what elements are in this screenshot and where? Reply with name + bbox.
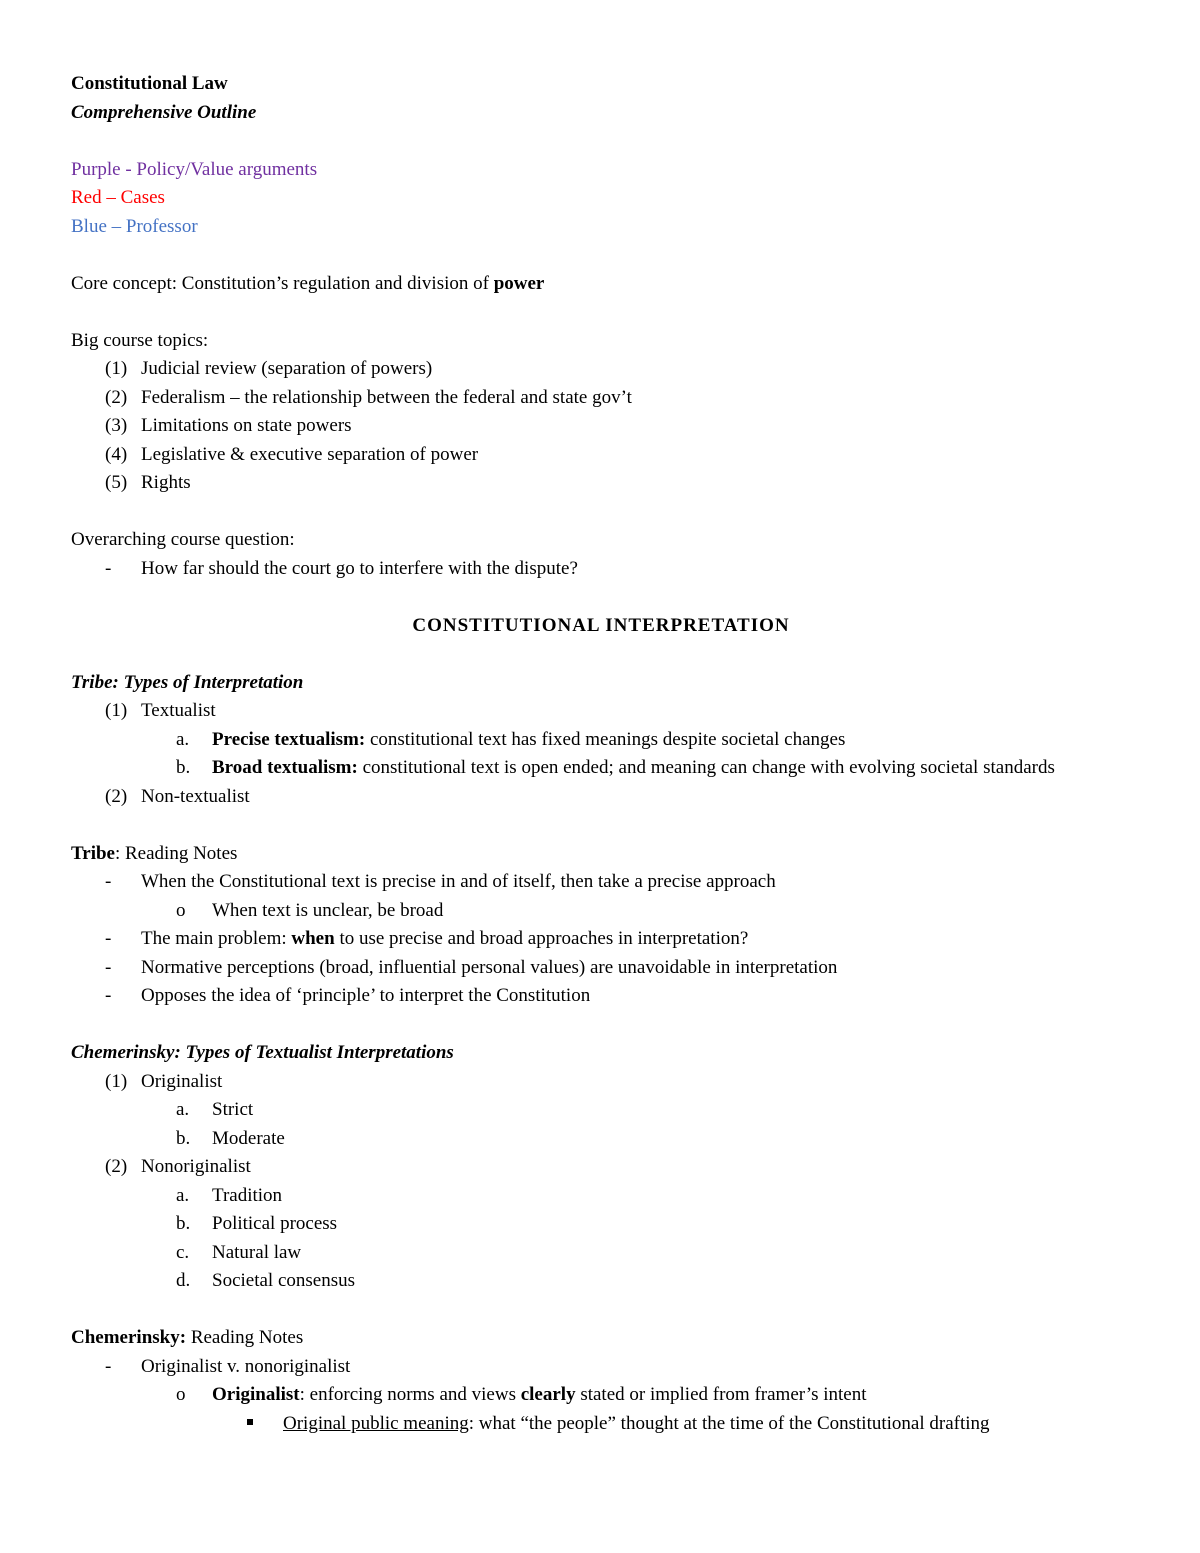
sub-marker: d. — [176, 1270, 191, 1291]
sub-list-text: Natural law — [212, 1241, 302, 1263]
notes-label: : Reading Notes — [114, 842, 238, 864]
sub-list-text: Moderate — [212, 1127, 285, 1149]
question-text: How far should the court go to interfere with the dispute? — [141, 557, 578, 579]
core-concept-bold: power — [493, 272, 545, 294]
topic-marker: (3) — [105, 415, 128, 436]
document-subtitle: Comprehensive Outline — [71, 101, 257, 123]
note-text: When the Constitutional text is precise in and of itself, then take a precise approach — [141, 871, 776, 892]
square-bullet-icon — [247, 1410, 283, 1439]
sub-marker: b. — [176, 757, 191, 778]
sub-marker: b. — [176, 1127, 191, 1149]
sub-marker: a. — [176, 1184, 190, 1206]
note-item — [71, 954, 1131, 983]
sub-list-text: Strict — [212, 1099, 254, 1120]
topic-marker: (5) — [105, 472, 128, 493]
sub-marker: c. — [176, 1241, 190, 1263]
note-text: stated or implied from framer’s intent — [575, 1384, 867, 1405]
note-text: The main problem: — [141, 928, 292, 949]
note-text: Normative perceptions (broad, influential personal values) are unavoidable in interpretation — [141, 956, 838, 978]
author-name: Tribe — [71, 842, 115, 864]
sub-marker: a. — [176, 728, 190, 750]
sub-list-item — [71, 1239, 1131, 1268]
list-text: Originalist — [141, 1070, 223, 1092]
core-concept — [71, 270, 1131, 299]
sub-list-item — [71, 1125, 1131, 1154]
list-item — [71, 783, 1131, 812]
note-bold: clearly — [520, 1384, 576, 1405]
topic-marker: (4) — [105, 443, 128, 465]
circle-bullet: o — [176, 1384, 186, 1405]
sub-note-item — [71, 1381, 1131, 1410]
legend-purple: Purple - Policy/Value arguments — [71, 158, 318, 180]
list-text: Nonoriginalist — [141, 1156, 251, 1177]
sub-note-item — [71, 897, 1131, 926]
topic-item — [71, 469, 1131, 498]
topic-marker: (2) — [105, 386, 128, 408]
dash-bullet: - — [105, 1355, 112, 1377]
document-title: Constitutional Law — [71, 73, 228, 94]
notes-label: Reading Notes — [186, 1327, 304, 1348]
dash-bullet: - — [105, 871, 112, 892]
topic-text: Legislative & executive separation of power — [141, 443, 479, 465]
legend-red: Red – Cases — [71, 187, 165, 208]
topic-text: Federalism – the relationship between the federal and state gov’t — [141, 386, 632, 408]
note-bold: when — [291, 928, 335, 949]
term: Originalist — [212, 1384, 300, 1405]
tribe-types-heading: Tribe: Types of Interpretation — [71, 671, 304, 693]
note-item — [71, 925, 1131, 954]
chem-notes-heading — [71, 1324, 1131, 1353]
note-text: When text is unclear, be broad — [212, 899, 444, 921]
topic-item — [71, 441, 1131, 470]
question-item — [71, 555, 1131, 584]
term: Original public meaning — [283, 1412, 469, 1434]
core-concept-text: Core concept: Constitution’s regulation and division of — [71, 272, 494, 294]
sub-list-item — [71, 754, 1131, 783]
chem-types-heading: Chemerinsky: Types of Textualist Interpretations — [71, 1042, 454, 1063]
list-item — [71, 1068, 1131, 1097]
section-heading: CONSTITUTIONAL INTERPRETATION — [412, 614, 790, 636]
sub-list-item — [71, 726, 1131, 755]
topic-marker: (1) — [105, 358, 128, 379]
list-marker: (1) — [105, 700, 128, 721]
list-marker: (2) — [105, 1156, 128, 1177]
document-page — [71, 70, 1131, 1438]
sub-list-text: Tradition — [212, 1184, 283, 1206]
sub-marker: a. — [176, 1099, 190, 1120]
sub-list-item — [71, 1267, 1131, 1296]
note-item — [71, 1353, 1131, 1382]
dash-bullet: - — [105, 928, 112, 949]
sub-list-item — [71, 1182, 1131, 1211]
topic-item — [71, 412, 1131, 441]
term-definition: constitutional text is open ended; and meaning can change with evolving societal standards — [357, 757, 1055, 778]
dash-bullet: - — [105, 956, 112, 978]
note-text: : enforcing norms and views — [299, 1384, 521, 1405]
sub-list-item — [71, 1210, 1131, 1239]
sub-list-text: Societal consensus — [212, 1270, 356, 1291]
note-text: : what “the people” thought at the time of the Constitutional drafting — [468, 1412, 990, 1434]
note-text: to use precise and broad approaches in interpretation? — [334, 928, 749, 949]
list-item — [71, 1153, 1131, 1182]
dash-bullet: - — [105, 557, 112, 579]
sub-list-item — [71, 1096, 1131, 1125]
topic-text: Rights — [141, 472, 191, 493]
list-marker: (1) — [105, 1070, 128, 1092]
topic-item — [71, 355, 1131, 384]
sub-marker: b. — [176, 1213, 191, 1234]
topic-text: Judicial review (separation of powers) — [141, 358, 433, 379]
note-text: Opposes the idea of ‘principle’ to interpret the Constitution — [141, 985, 591, 1006]
author-name: Chemerinsky: — [71, 1327, 187, 1348]
note-text: Originalist v. nonoriginalist — [141, 1355, 351, 1377]
term: Broad textualism: — [212, 757, 358, 778]
term-definition: constitutional text has fixed meanings despite societal changes — [365, 728, 846, 750]
sub-list-text: Political process — [212, 1213, 338, 1234]
list-item — [71, 697, 1131, 726]
sub-sub-note-item — [71, 1410, 1131, 1439]
sub-list-text — [212, 754, 1131, 783]
term: Precise textualism: — [212, 728, 366, 750]
circle-bullet: o — [176, 899, 186, 921]
list-text: Textualist — [141, 700, 216, 721]
dash-bullet: - — [105, 985, 112, 1006]
note-item — [71, 982, 1131, 1011]
topics-heading: Big course topics: — [71, 329, 209, 351]
question-heading: Overarching course question: — [71, 529, 295, 550]
topic-item — [71, 384, 1131, 413]
legend-blue: Blue – Professor — [71, 215, 198, 237]
tribe-notes-heading — [71, 840, 1131, 869]
list-text: Non-textualist — [141, 785, 250, 807]
topic-text: Limitations on state powers — [141, 415, 352, 436]
note-item — [71, 868, 1131, 897]
list-marker: (2) — [105, 785, 128, 807]
